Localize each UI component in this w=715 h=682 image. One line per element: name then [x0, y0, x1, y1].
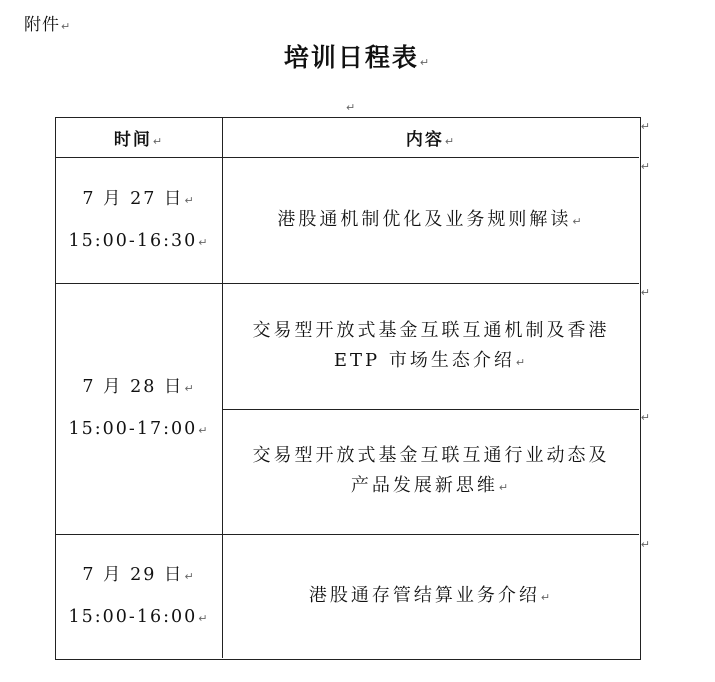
paragraph-mark-icon: ↵ — [346, 101, 356, 114]
paragraph-mark-icon: ↵ — [515, 355, 529, 369]
session-topic-cell: 港股通存管结算业务介绍↵ — [308, 584, 554, 606]
paragraph-mark-icon: ↵ — [498, 481, 512, 494]
paragraph-mark-icon: ↵ — [419, 56, 432, 69]
header-time-cell: 时间↵ — [113, 130, 165, 150]
paragraph-mark-icon: ↵ — [61, 20, 72, 33]
session-time-cell: 7 月 28 日↵ 15:00-17:00↵ — [68, 377, 210, 439]
paragraph-mark-icon: ↵ — [572, 214, 585, 228]
page-title: 培训日程表↵ — [283, 43, 432, 72]
session-topic-cell: 交易型开放式基金互联互通机制及香港 ETP 市场生态介绍↵ — [252, 319, 610, 371]
paragraph-mark-icon: ↵ — [198, 424, 210, 437]
header-content-cell: 内容↵ — [405, 130, 457, 150]
paragraph-mark-icon: ↵ — [184, 193, 196, 207]
paragraph-mark-icon: ↵ — [184, 569, 196, 583]
row-end-mark-icon: ↵ — [640, 411, 650, 424]
session-time-cell: 7 月 29 日↵ 15:00-16:00↵ — [68, 564, 210, 627]
row-end-mark-icon: ↵ — [640, 160, 650, 173]
session-topic-cell: 港股通机制优化及业务规则解读↵ — [277, 208, 585, 230]
paragraph-mark-icon: ↵ — [198, 611, 210, 625]
attachment-label: 附件↵ — [24, 15, 72, 35]
session-topic-cell: 交易型开放式基金互联互通行业动态及 产品发展新思维↵ — [252, 445, 610, 496]
row-end-mark-icon: ↵ — [640, 538, 650, 551]
row-end-mark-icon: ↵ — [640, 286, 650, 299]
empty-paragraph — [345, 96, 355, 115]
paragraph-mark-icon: ↵ — [444, 135, 457, 148]
row-end-mark-icon: ↵ — [640, 120, 650, 133]
paragraph-mark-icon: ↵ — [198, 235, 210, 249]
session-time-cell: 7 月 27 日↵ 15:00-16:30↵ — [68, 188, 210, 251]
paragraph-mark-icon: ↵ — [184, 382, 196, 395]
paragraph-mark-icon: ↵ — [540, 590, 554, 604]
schedule-table — [55, 117, 650, 660]
paragraph-mark-icon: ↵ — [152, 135, 165, 148]
